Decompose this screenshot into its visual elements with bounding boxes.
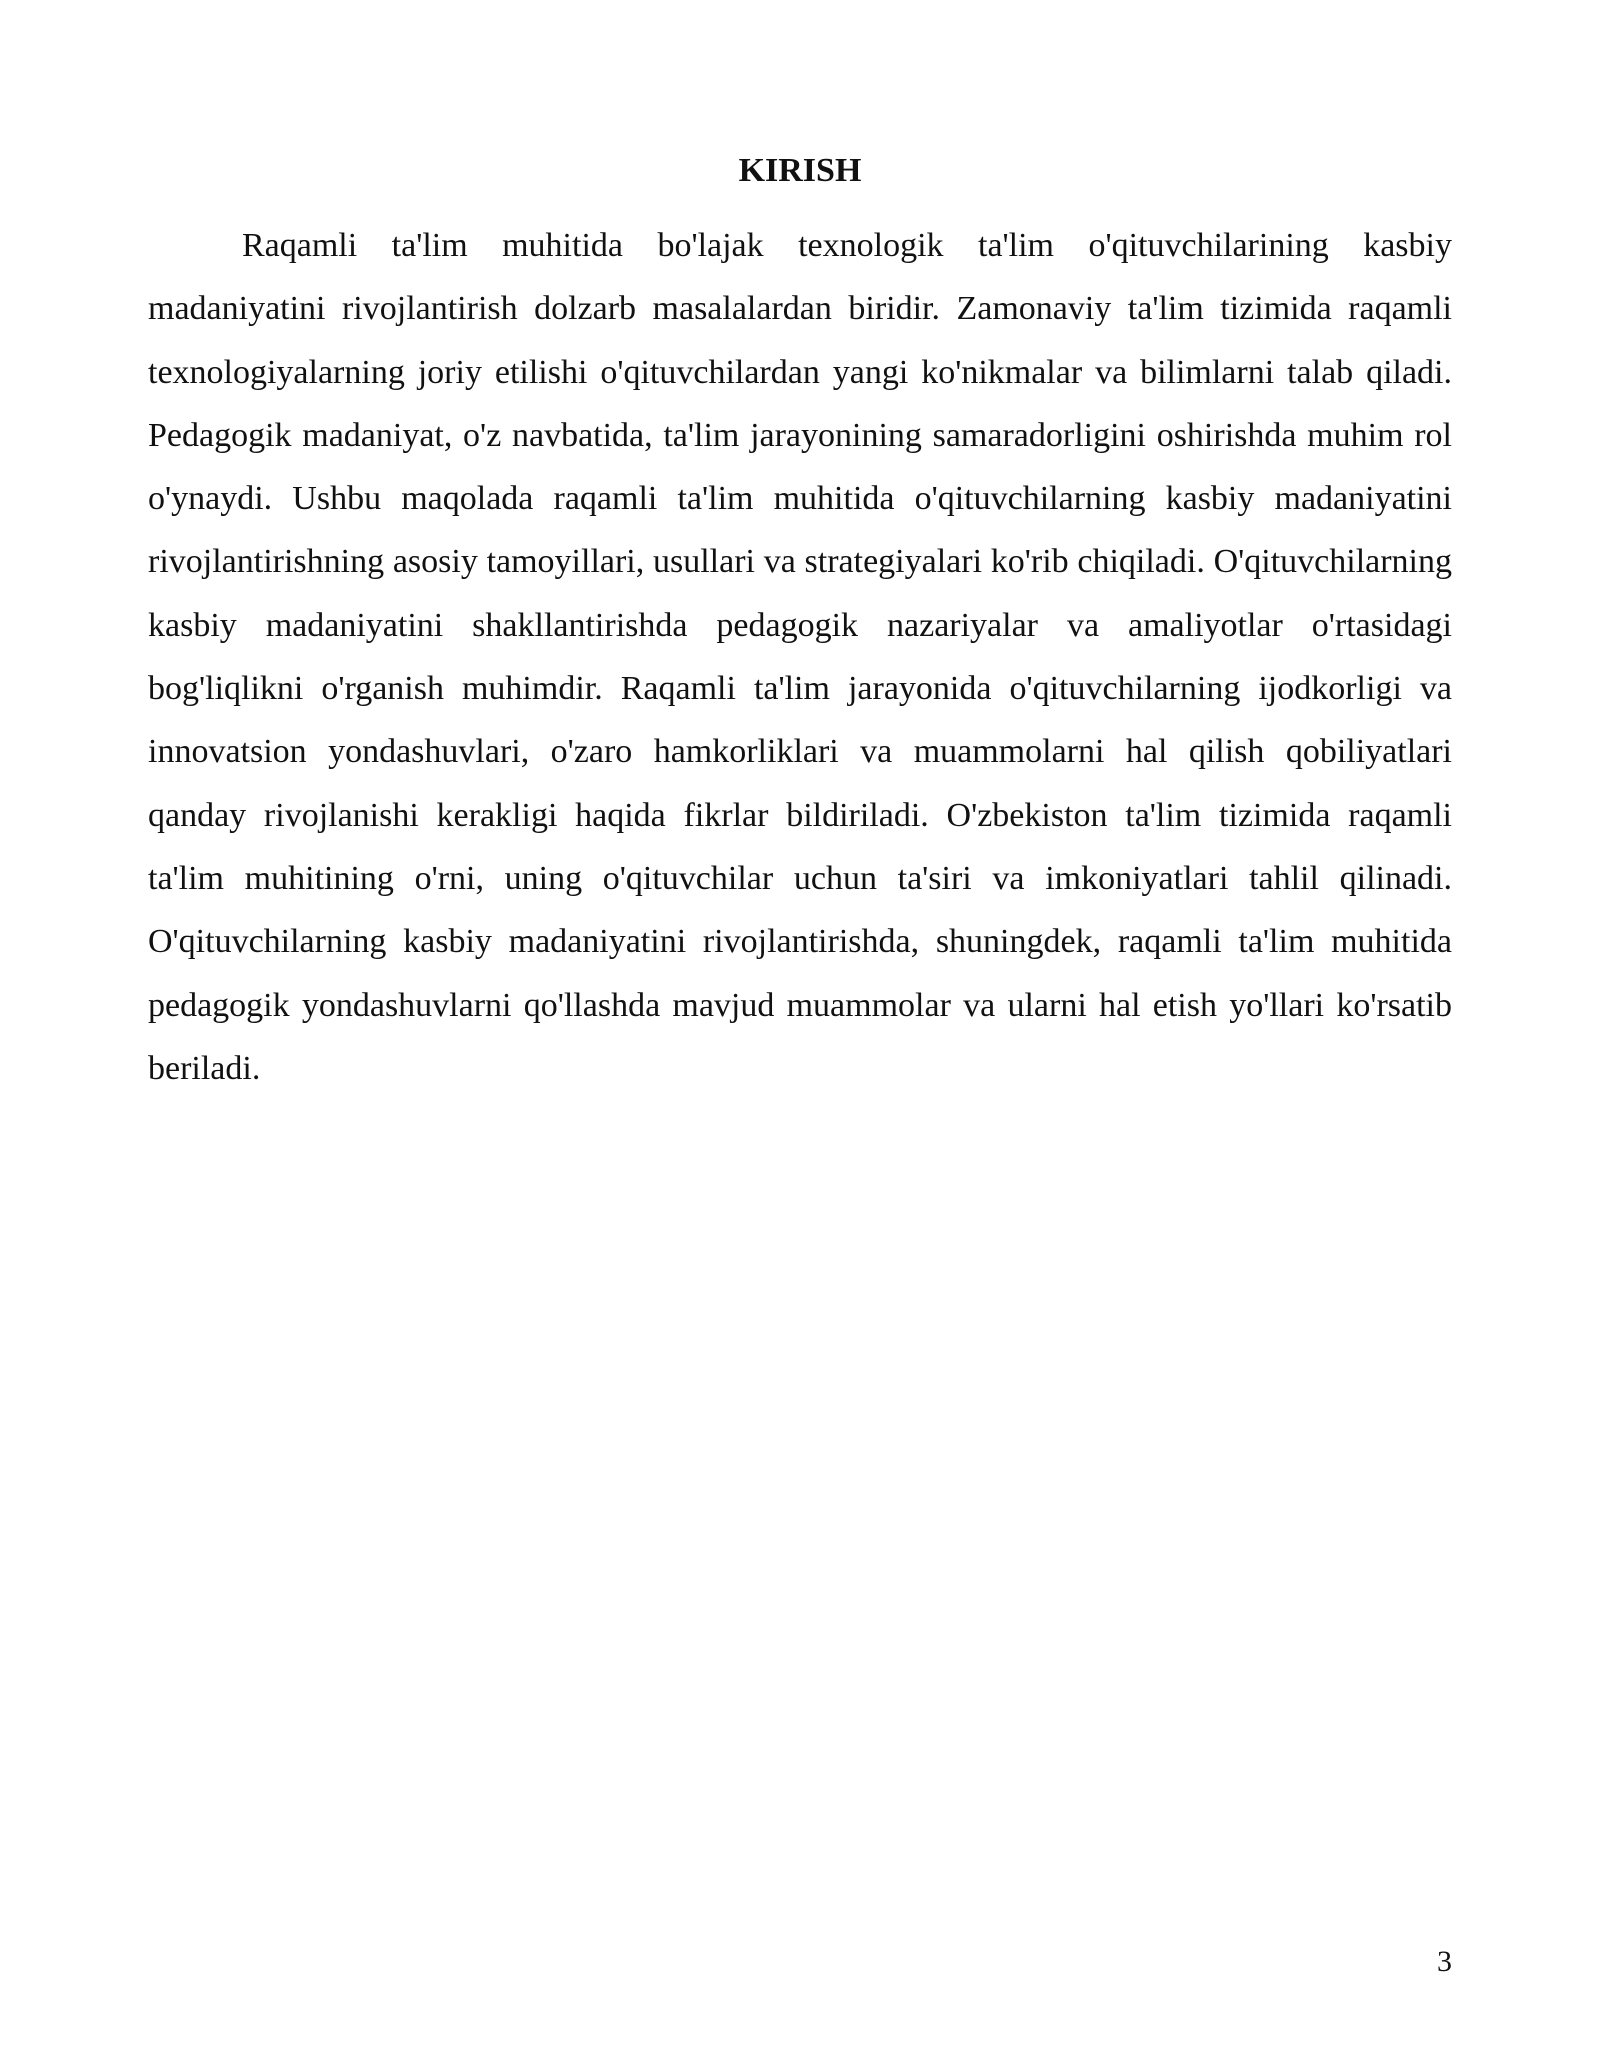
body-paragraph: Raqamli ta'lim muhitida bo'lajak texnologik ta'lim o'qituvchilarining kasbiy madaniyatini rivojlantirish dolzarb masalalardan biridir. Zamonaviy ta'lim tizimida raqamli texnologiyalarning joriy etilishi o'qituvchilardan yangi ko'nikmalar va bilimlarni talab qiladi. Pedagogik madaniyat, o'z navbatida, ta'lim jarayonining samaradorligini oshirishda muhim rol o'ynaydi. Ushbu maqolada raqamli ta'lim muhitida o'qituvchilarning kasbiy madaniyatini rivojlantirishning asosiy tamoyillari, usullari va strategiyalari ko'rib chiqiladi. O'qituvchilarning kasbiy madaniyatini shakllantirishda pedagogik nazariyalar va amaliyotlar o'rtasidagi bog'liqlikni o'rganish muhimdir. Raqamli ta'lim jarayonida o'qituvchilarning ijodkorligi va innovatsion yondashuvlari, o'zaro hamkorliklari va muammolarni hal qilish qobiliyatlari qanday rivojlanishi kerakligi haqida fikrlar bildiriladi. O'zbekiston ta'lim tizimida raqamli ta'lim muhitining o'rni, uning o'qituvchilar uchun ta'siri va imkoniyatlari tahlil qilinadi. O'qituvchilarning kasbiy madaniyatini rivojlantirishda, shuningdek, raqamli ta'lim muhitida pedagogik yondashuvlarni qo'llashda mavjud muammolar va ularni hal etish yo'llari ko'rsatib beriladi.: [148, 227, 1452, 1087]
section-heading: KIRISH: [738, 152, 862, 189]
page-number: 3: [1437, 1945, 1452, 1978]
